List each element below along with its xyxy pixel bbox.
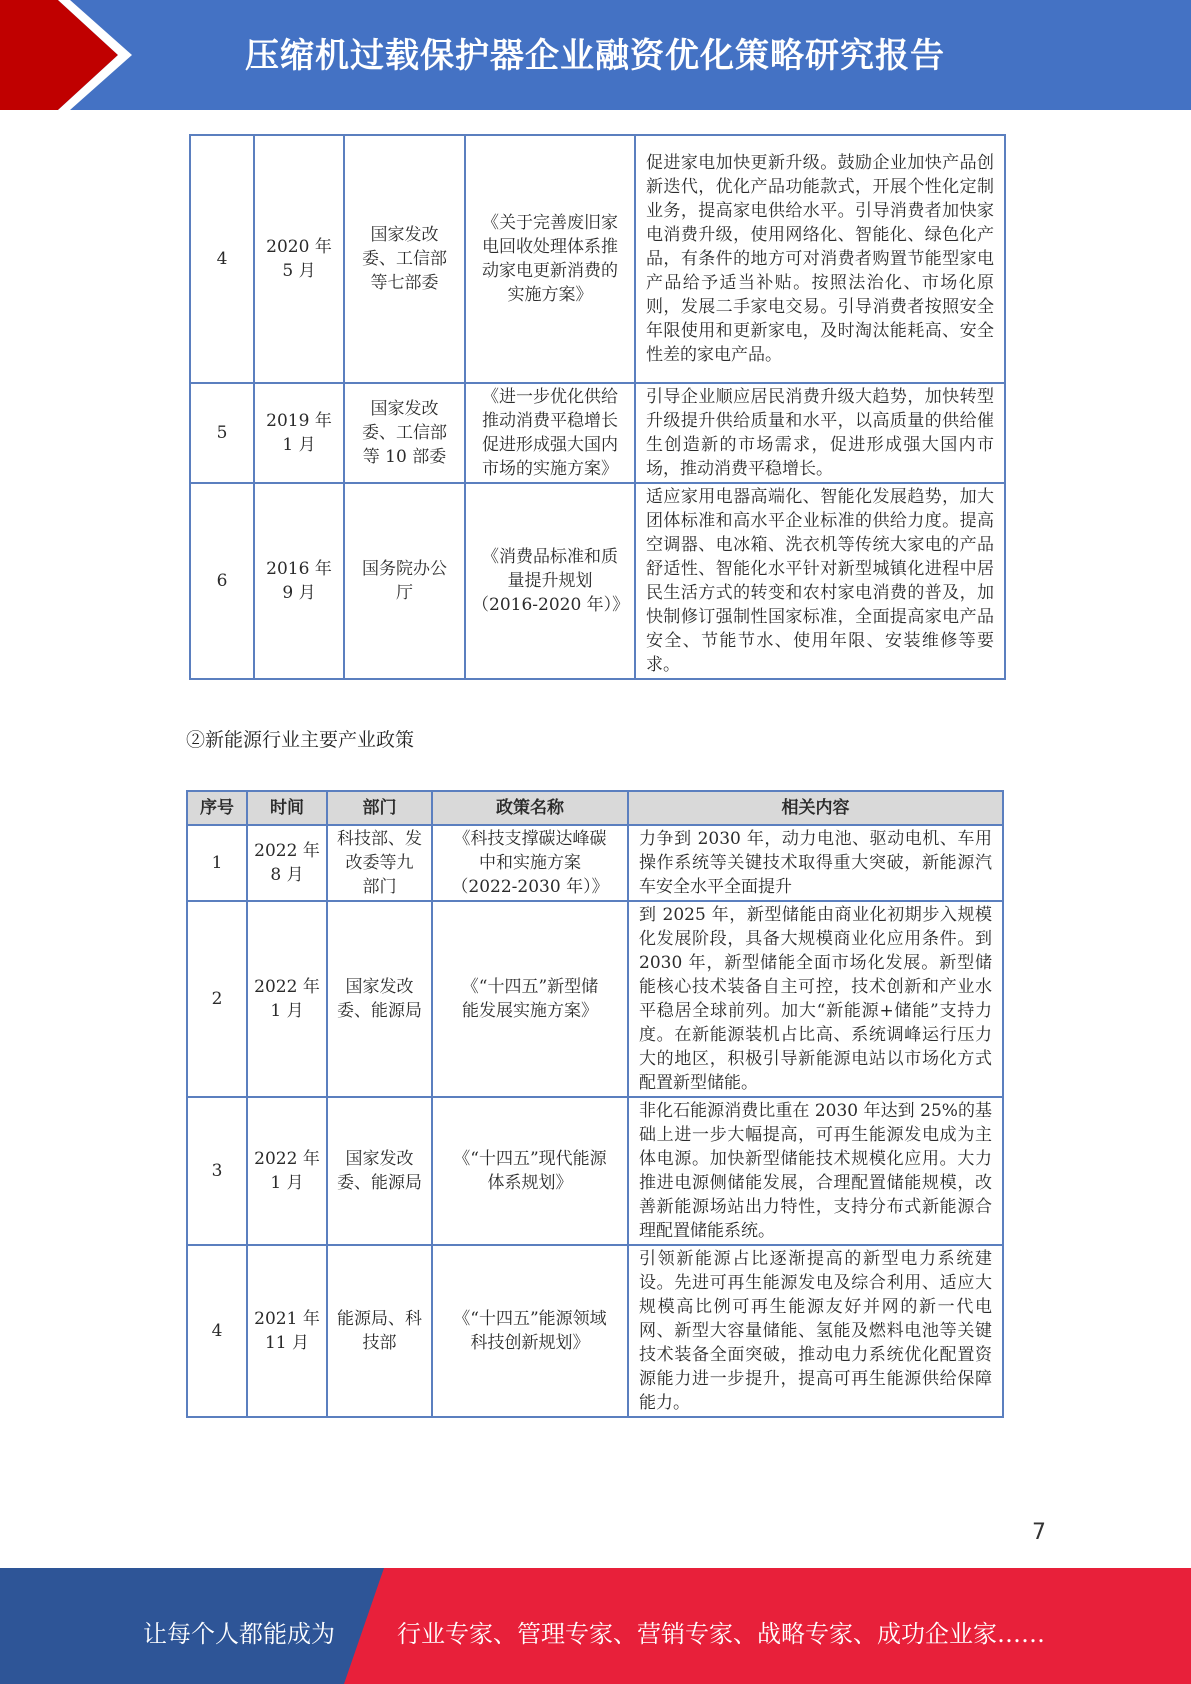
column-header-content: 相关内容 (628, 791, 1003, 825)
row-content: 到 2025 年，新型储能由商业化初期步入规模化发展阶段，具备大规模商业化应用条件。到 2030 年，新型储能全面市场化发展。新型储能核心技术装备自主可控，技术创新和产业水平稳居全球前列。加大“新能源+储能”支持力度。在新能源装机占比高、系统调峰运行压力大的地区，积极引导新能源电站以市场化方式配置新型储能。 (628, 901, 1003, 1097)
table-row (190, 483, 1005, 679)
row-content: 非化石能源消费比重在 2030 年达到 25%的基础上进一步大幅提高，可再生能源发电成为主体电源。加快新型储能技术规模化应用。大力推进电源侧储能发展，合理配置储能规模，改善新能源场站出力特性，支持分布式新能源合理配置储能系统。 (628, 1097, 1003, 1245)
column-header-time: 时间 (247, 791, 327, 825)
row-time: 2022 年 1 月 (247, 1097, 327, 1245)
footer-slogan-right: 行业专家、管理专家、营销专家、战略专家、成功企业家…… (397, 1620, 1045, 1648)
row-time: 2021 年 11 月 (247, 1245, 327, 1417)
row-number: 2 (187, 901, 247, 1097)
household-appliance-policy-table (189, 134, 1006, 680)
row-time: 2022 年 1 月 (247, 901, 327, 1097)
row-policy-name: 《消费品标准和质 量提升规划 （2016-2020 年）》 (465, 483, 635, 679)
row-content: 引领新能源占比逐渐提高的新型电力系统建设。先进可再生能源发电及综合利用、适应大规模高比例可再生能源友好并网的新一代电网、新型大容量储能、氢能及燃料电池等关键技术装备全面突破，推动电力系统优化配置资源能力进一步提升，提高可再生能源供给保障能力。 (628, 1245, 1003, 1417)
row-policy-name: 《进一步优化供给 推动消费平稳增长 促进形成强大国内 市场的实施方案》 (465, 383, 635, 483)
table-row (187, 901, 1003, 1097)
page-number: 7 (1032, 1520, 1046, 1545)
table-row (190, 135, 1005, 383)
row-policy-name: 《“十四五”能源领域 科技创新规划》 (432, 1245, 628, 1417)
new-energy-policy-table (186, 790, 1004, 1418)
row-number: 1 (187, 825, 247, 901)
column-header-policy-name: 政策名称 (432, 791, 628, 825)
row-department: 国家发改 委、工信部 等七部委 (344, 135, 465, 383)
row-policy-name: 《关于完善废旧家 电回收处理体系推 动家电更新消费的 实施方案》 (465, 135, 635, 383)
row-content: 引导企业顺应居民消费升级大趋势，加快转型升级提升供给质量和水平，以高质量的供给催生创造新的市场需求，促进形成强大国内市场，推动消费平稳增长。 (635, 383, 1005, 483)
row-policy-name: 《科技支撑碳达峰碳 中和实施方案 （2022-2030 年）》 (432, 825, 628, 901)
row-number: 4 (187, 1245, 247, 1417)
report-title: 压缩机过载保护器企业融资优化策略研究报告 (245, 36, 945, 76)
row-department: 国家发改 委、工信部 等 10 部委 (344, 383, 465, 483)
row-department: 能源局、科 技部 (327, 1245, 432, 1417)
row-department: 科技部、发 改委等九 部门 (327, 825, 432, 901)
table-row (187, 1245, 1003, 1417)
row-content: 促进家电加快更新升级。鼓励企业加快产品创新迭代，优化产品功能款式，开展个性化定制业务，提高家电供给水平。引导消费者加快家电消费升级，使用网络化、智能化、绿色化产品，有条件的地方可对消费者购置节能型家电产品给予适当补贴。按照法治化、市场化原则，发展二手家电交易。引导消费者按照安全年限使用和更新家电，及时淘汰能耗高、安全性差的家电产品。 (635, 135, 1005, 383)
row-number: 6 (190, 483, 254, 679)
page-header (0, 0, 1191, 110)
row-time: 2019 年 1 月 (254, 383, 344, 483)
row-content: 力争到 2030 年，动力电池、驱动电机、车用操作系统等关键技术取得重大突破，新能源汽车安全水平全面提升 (628, 825, 1003, 901)
row-number: 4 (190, 135, 254, 383)
table-row (187, 825, 1003, 901)
header-arrow-decoration (0, 0, 150, 110)
page-footer (0, 1568, 1191, 1684)
row-number: 3 (187, 1097, 247, 1245)
column-header-department: 部门 (327, 791, 432, 825)
row-department: 国务院办公 厅 (344, 483, 465, 679)
row-content: 适应家用电器高端化、智能化发展趋势，加大团体标准和高水平企业标准的供给力度。提高空调器、电冰箱、洗衣机等传统大家电的产品舒适性、智能化水平针对新型城镇化进程中居民生活方式的转变和农村家电消费的普及，加快制修订强制性国家标准，全面提高家电产品安全、节能节水、使用年限、安装维修等要求。 (635, 483, 1005, 679)
footer-slogan-left: 让每个人都能成为 (143, 1620, 335, 1648)
row-department: 国家发改 委、能源局 (327, 901, 432, 1097)
table-row (190, 383, 1005, 483)
row-time: 2016 年 9 月 (254, 483, 344, 679)
row-department: 国家发改 委、能源局 (327, 1097, 432, 1245)
section-heading: ②新能源行业主要产业政策 (186, 729, 415, 751)
row-time: 2020 年 5 月 (254, 135, 344, 383)
table-header-row (187, 791, 1003, 825)
row-number: 5 (190, 383, 254, 483)
table-row (187, 1097, 1003, 1245)
row-policy-name: 《“十四五”现代能源 体系规划》 (432, 1097, 628, 1245)
column-header-number: 序号 (187, 791, 247, 825)
row-time: 2022 年 8 月 (247, 825, 327, 901)
row-policy-name: 《“十四五”新型储 能发展实施方案》 (432, 901, 628, 1097)
